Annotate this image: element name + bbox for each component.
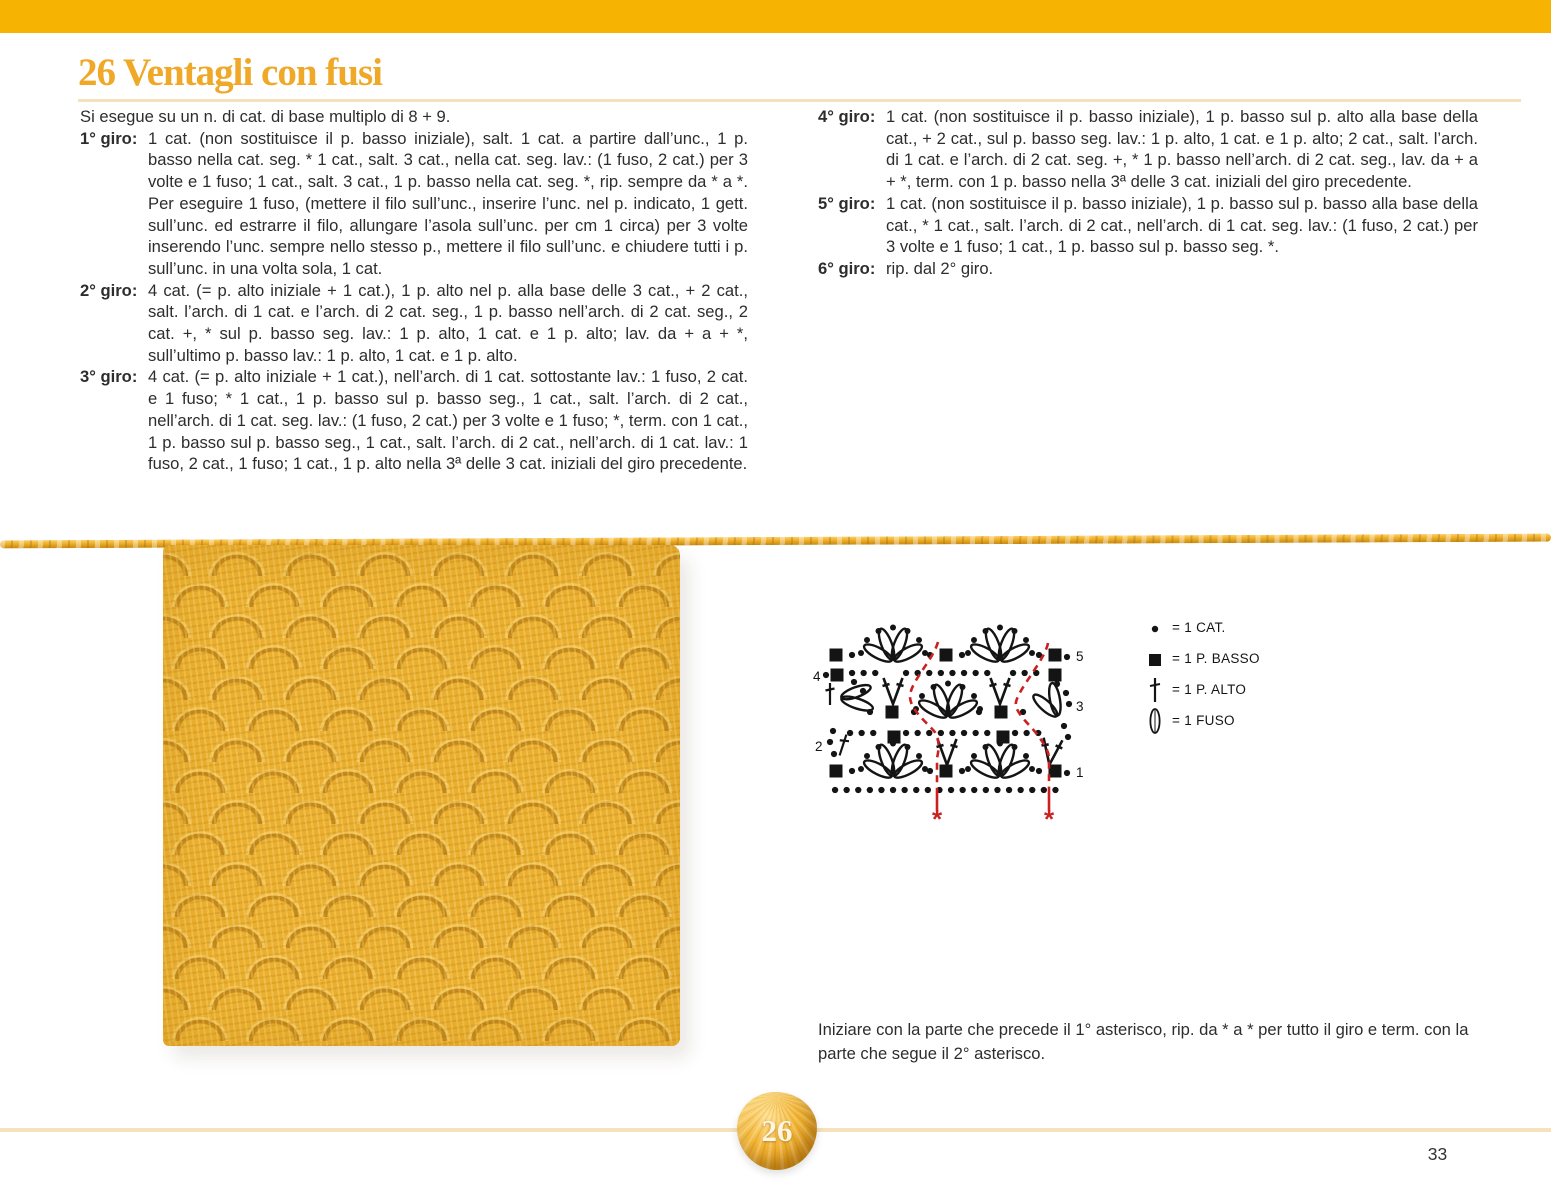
row-label-1: 1 bbox=[1076, 765, 1084, 780]
legend-item-cat bbox=[1146, 612, 1260, 643]
row-label-3: 3 bbox=[1076, 699, 1084, 714]
pattern-number: 26 bbox=[761, 1113, 793, 1148]
giro-3-label: 3° giro: bbox=[80, 367, 138, 387]
giro-4-label: 4° giro: bbox=[818, 107, 876, 126]
instruction-giro-6 bbox=[818, 258, 1478, 280]
legend-label: = 1 CAT. bbox=[1172, 620, 1226, 635]
chain-dot-icon bbox=[1146, 615, 1172, 641]
cross-stitch-icon bbox=[1146, 676, 1172, 704]
legend-label: = 1 P. ALTO bbox=[1172, 682, 1247, 697]
filled-square-icon bbox=[1146, 646, 1172, 672]
page-title: 26 Ventagli con fusi bbox=[78, 51, 382, 94]
instruction-giro-1 bbox=[80, 128, 748, 280]
giro-6-text: rip. dal 2° giro. bbox=[886, 258, 994, 278]
title-underline bbox=[78, 99, 1521, 102]
instructions-column-right bbox=[818, 106, 1478, 280]
row-label-2: 2 bbox=[815, 739, 823, 754]
repeat-note: Iniziare con la parte che precede il 1° asterisco, rip. da * a * per tutto il giro e term. con la parte che segue il 2° asterisco. bbox=[818, 1020, 1469, 1063]
instruction-giro-5 bbox=[818, 193, 1478, 258]
giro-3-text: 4 cat. (= p. alto iniziale + 1 cat.), nell’arch. di 1 cat. sottostante lav.: 1 fuso, 2 cat. e 1 fuso; * 1 cat., 1 p. basso sul p. basso seg., 1 cat., salt. l’arch. di 2 cat., nell’arch. di 1 cat. seg. lav.: (1 fuso, 2 cat.) per 3 volte e 1 fuso; *, term. con 1 cat., 1 p. basso sul p. basso seg., 1 cat., salt. l’arch. di 2 cat., nell’arch. di 1 cat. lav.: 1 fuso, 2 cat., 1 fuso; 1 cat., 1 p. alto nella 3ª delle 3 cat. iniziali del giro precedente. bbox=[148, 367, 748, 474]
instruction-giro-4 bbox=[818, 106, 1478, 193]
giro-1-label: 1° giro: bbox=[80, 128, 138, 148]
giro-5-label: 5° giro: bbox=[818, 193, 876, 213]
crochet-chart bbox=[810, 598, 1102, 838]
chart-legend bbox=[1146, 612, 1260, 736]
crochet-swatch-photo bbox=[163, 545, 680, 1046]
instruction-giro-2 bbox=[80, 280, 748, 367]
giro-5-text: 1 cat. (non sostituisce il p. basso iniziale), 1 p. basso sul p. basso alla base della cat., * 1 cat., salt. l’arch. di 2 cat., nell’arch. di 1 cat. seg. lav.: (1 fuso, 2 cat.) per 3 volte e 1 fuso; 1 cat., 1 p. basso sul p. basso seg. *. bbox=[886, 193, 1478, 257]
giro-2-text: 4 cat. (= p. alto iniziale + 1 cat.), 1 p. alto nel p. alla base delle 3 cat., + 2 cat., salt. l’arch. di 1 cat. e l’arch. di 2 cat. seg., 1 p. basso nell’arch. di 2 cat. seg., 2 cat. +, * sul p. basso seg. lav.: 1 p. alto, 1 cat. e 1 p. alto; lav. da + a + *, sull’ultimo p. basso lav.: 1 p. alto, 1 cat. e 1 p. alto. bbox=[148, 280, 748, 365]
yarn-ball-badge bbox=[737, 1092, 817, 1170]
legend-item-fuso bbox=[1146, 705, 1260, 736]
repeat-asterisk-right: * bbox=[1043, 804, 1055, 834]
instruction-giro-3 bbox=[80, 366, 748, 475]
top-color-bar bbox=[0, 0, 1551, 33]
row-label-5: 5 bbox=[1076, 649, 1084, 664]
page-number: 33 bbox=[1427, 1144, 1448, 1164]
row-label-4: 4 bbox=[813, 669, 821, 684]
giro-2-label: 2° giro: bbox=[80, 280, 138, 300]
intro-text: Si esegue su un n. di cat. di base multiplo di 8 + 9. bbox=[80, 107, 451, 126]
giro-1-text: 1 cat. (non sostituisce il p. basso iniziale), salt. 1 cat. a partire dall’unc., 1 p. basso nella cat. seg. * 1 cat., salt. 3 cat., nella cat. seg. lav.: (1 fuso, 2 cat.) per 3 volte e 1 fuso; 1 cat., salt. 3 cat., 1 p. basso nella cat. seg. *, rip. sempre da * a *. Per eseguire 1 fuso, (mettere il filo sull’unc., inserire l’unc. nel p. indicato, 1 gett. sull’unc. ed estrarre il filo, allungare l’asola sull’unc. per cm 1 circa) per 3 volte inserendo l’unc. sempre nello stesso p., mettere il filo sull’unc. e chiudere tutti i p. sull’unc. in una volta sola, 1 cat. bbox=[148, 128, 748, 278]
legend-label: = 1 P. BASSO bbox=[1172, 651, 1260, 666]
giro-4-text: 1 cat. (non sostituisce il p. basso iniziale), 1 p. basso sul p. alto alla base della cat., + 2 cat., sul p. basso seg. lav.: 1 p. alto, 1 cat. e 1 p. alto; 2 cat., salt. l’arch. di 1 cat. e l’arch. di 2 cat. seg. +, * 1 p. basso nell’arch. di 2 cat. seg., lav. da + a + *, term. con 1 p. basso nella 3ª delle 3 cat. iniziali del giro precedente. bbox=[886, 107, 1478, 192]
legend-item-p-alto bbox=[1146, 674, 1260, 705]
oval-stitch-icon bbox=[1146, 706, 1172, 736]
instructions-column-left bbox=[80, 106, 748, 475]
legend-item-p-basso bbox=[1146, 643, 1260, 674]
legend-label: = 1 FUSO bbox=[1172, 713, 1235, 728]
repeat-asterisk-left: * bbox=[931, 804, 943, 834]
giro-6-label: 6° giro: bbox=[818, 258, 876, 278]
